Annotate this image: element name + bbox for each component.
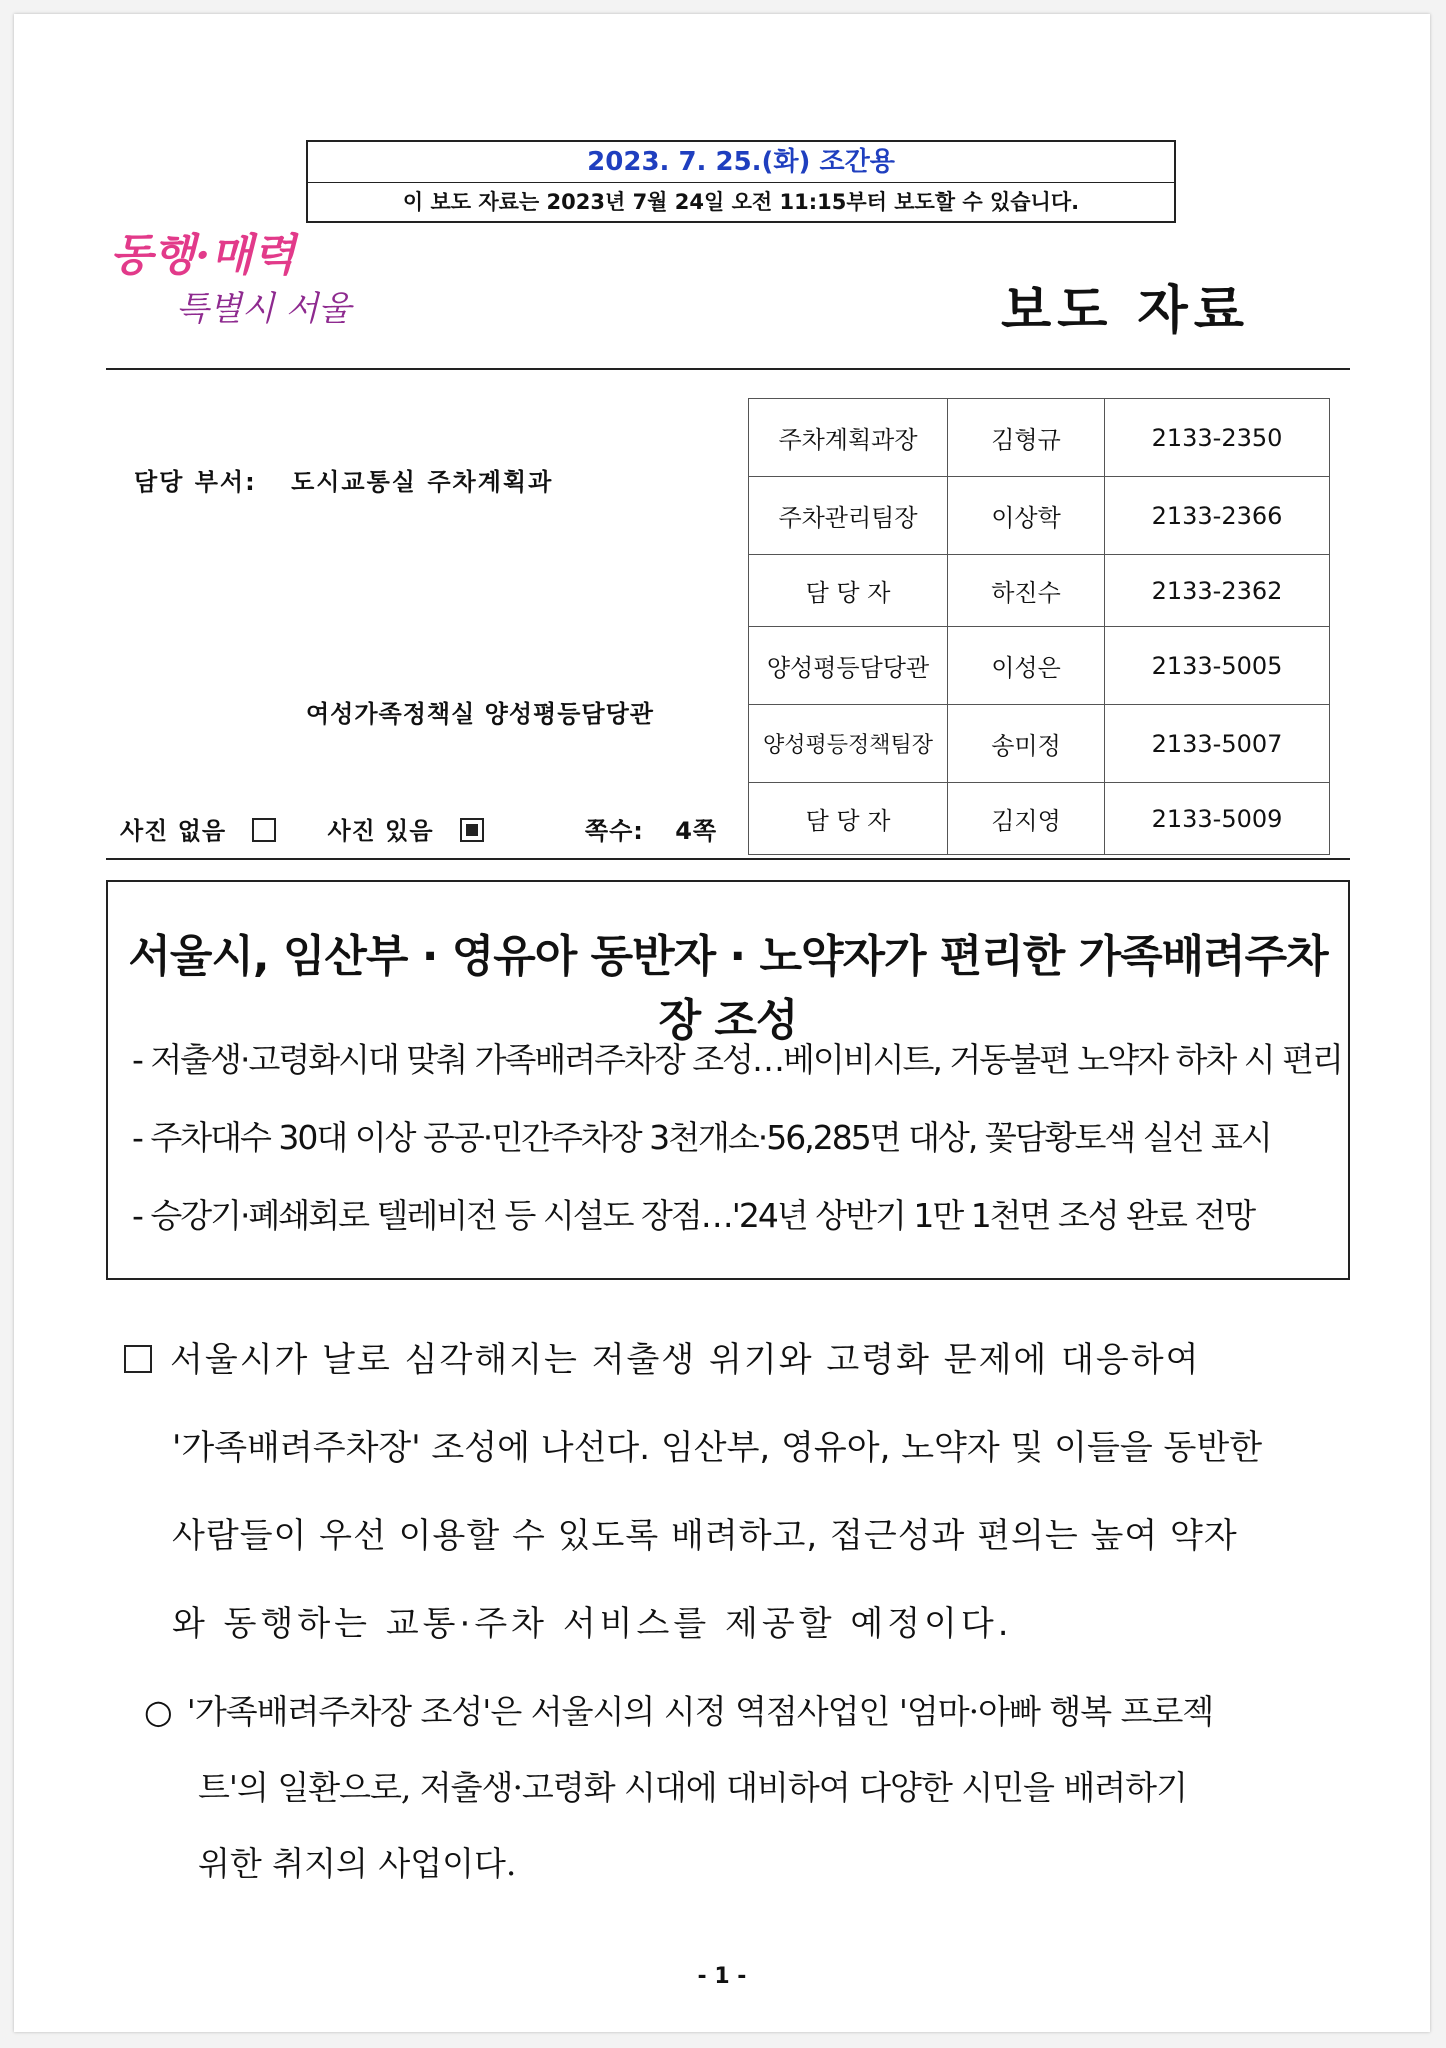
contact-role: 주차관리팀장 — [749, 477, 948, 555]
pages-label: 쪽수: — [584, 817, 644, 845]
headline-sub-1: - 저출생·고령화시대 맞춰 가족배려주차장 조성…베이비시트, 거동불편 노약자 하차 시 편리 — [132, 1040, 1342, 1079]
department-primary — [134, 462, 553, 497]
p1-line-4: 와 동행하는 교통·주차 서비스를 제공할 예정이다. — [172, 1604, 1013, 1644]
checkbox-filled-icon — [460, 818, 484, 842]
p2-line-1: '가족배려주차장 조성'은 서울시의 시정 역점사업인 '엄마·아빠 행복 프로젝 — [186, 1692, 1214, 1731]
contact-phone: 2133-2366 — [1105, 477, 1330, 555]
document-title: 보도 자료 — [1000, 281, 1250, 341]
contact-phone: 2133-2350 — [1105, 399, 1330, 477]
divider-top — [106, 368, 1350, 370]
embargo-notice: 이 보도 자료는 2023년 7월 24일 오전 11:15부터 보도할 수 있습니다. — [402, 190, 1080, 214]
body-paragraph-1 — [120, 1332, 1200, 1381]
department-name: 도시교통실 주차계획과 — [291, 468, 554, 496]
no-photo-label: 사진 없음 — [120, 817, 227, 845]
contact-phone: 2133-5009 — [1105, 783, 1330, 855]
department-secondary: 여성가족정책실 양성평등담당관 — [306, 700, 654, 728]
logo-line2: 특별시 서울 — [176, 289, 352, 329]
contact-phone: 2133-5007 — [1105, 705, 1330, 783]
table-row — [749, 399, 1330, 477]
contact-name: 김형규 — [948, 399, 1105, 477]
table-row — [749, 477, 1330, 555]
p1-line-3: 사람들이 우선 이용할 수 있도록 배려하고, 접근성과 편의는 높여 약자 — [172, 1516, 1238, 1556]
department-label: 담당 부서: — [134, 468, 257, 496]
contact-name: 김지영 — [948, 783, 1105, 855]
page-number: - 1 - — [697, 1964, 747, 1989]
headline-sub-2: - 주차대수 30대 이상 공공·민간주차장 3천개소·56,285면 대상, 꽃담황토색 실선 표시 — [132, 1118, 1271, 1157]
p1-line-2: '가족배려주차장' 조성에 나선다. 임산부, 영유아, 노약자 및 이들을 동반한 — [172, 1428, 1263, 1468]
contact-role: 양성평등정책팀장 — [749, 705, 948, 783]
contact-role: 담 당 자 — [749, 555, 948, 627]
document-page — [14, 14, 1430, 2032]
logo-line1: 동행·매력 — [110, 230, 296, 281]
embargo-box — [306, 140, 1176, 223]
seoul-logo — [106, 222, 376, 342]
contact-name: 이상학 — [948, 477, 1105, 555]
circle-bullet-icon: ○ — [144, 1692, 173, 1731]
p1-line-1: 서울시가 날로 심각해지는 저출생 위기와 고령화 문제에 대응하여 — [170, 1340, 1201, 1380]
contact-role: 양성평등담당관 — [749, 627, 948, 705]
p2-line-3: 위한 취지의 사업이다. — [198, 1844, 517, 1883]
headline-box — [106, 880, 1350, 1280]
contact-name: 송미정 — [948, 705, 1105, 783]
p2-line-2: 트'의 일환으로, 저출생·고령화 시대에 대비하여 다양한 시민을 배려하기 — [198, 1768, 1187, 1807]
headline-sub-3: - 승강기·폐쇄회로 텔레비전 등 시설도 장점…'24년 상반기 1만 1천면 조성 완료 전망 — [132, 1196, 1255, 1235]
has-photo-label: 사진 있음 — [327, 817, 434, 845]
table-row — [749, 783, 1330, 855]
table-row — [749, 627, 1330, 705]
contact-role: 담 당 자 — [749, 783, 948, 855]
contact-phone: 2133-5005 — [1105, 627, 1330, 705]
body-paragraph-2 — [144, 1686, 1213, 1733]
embargo-date: 2023. 7. 25.(화) 조간용 — [308, 142, 1174, 183]
photo-info — [120, 811, 739, 846]
contact-role: 주차계획과장 — [749, 399, 948, 477]
square-bullet-icon — [124, 1345, 152, 1373]
contact-name: 하진수 — [948, 555, 1105, 627]
contact-name: 이성은 — [948, 627, 1105, 705]
divider-middle — [106, 858, 1350, 860]
table-row — [749, 555, 1330, 627]
headline-title: 서울시, 임산부 · 영유아 동반자 · 노약자가 편리한 가족배려주차장 조성 — [128, 931, 1328, 1046]
contact-phone: 2133-2362 — [1105, 555, 1330, 627]
contact-table — [748, 398, 1330, 855]
pages-count: 4쪽 — [675, 817, 718, 845]
checkbox-empty-icon — [252, 818, 276, 842]
table-row — [749, 705, 1330, 783]
